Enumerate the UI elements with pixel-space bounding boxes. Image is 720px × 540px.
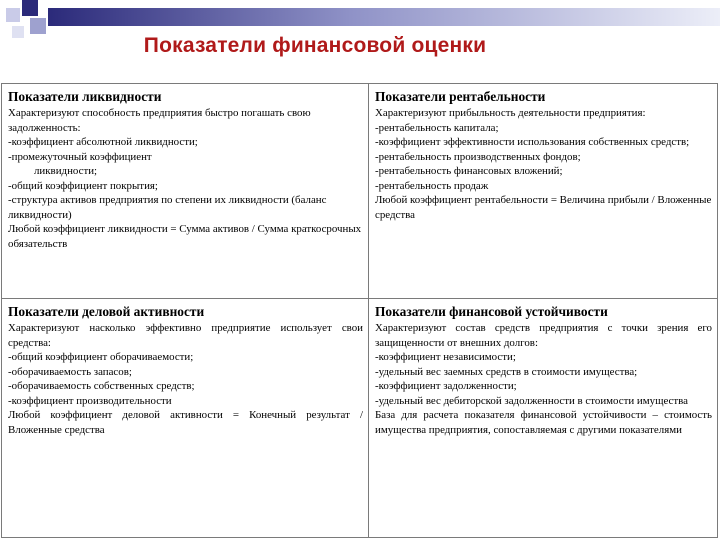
stability-item: -коэффициент независимости;	[375, 351, 516, 363]
profitability-item: -рентабельность финансовых вложений;	[375, 165, 563, 177]
stability-item: -удельный вес заемных средств в стоимости имущества;	[375, 365, 638, 378]
business-activity-intro: Характеризуют насколько эффективно предприятие использует свои средства:	[8, 322, 363, 349]
liquidity-item: -общий коэффициент покрытия;	[8, 179, 158, 192]
deco-square	[30, 18, 46, 34]
liquidity-item: -промежуточный коэффициент	[8, 150, 152, 163]
stability-item: -удельный вес дебиторской задолженности в стоимости имущества	[375, 394, 688, 407]
business-activity-item: -оборачиваемость собственных средств;	[8, 380, 195, 392]
business-activity-item: -коэффициент производительности	[8, 394, 172, 407]
deco-square	[6, 8, 20, 22]
profitability-formula: Любой коэффициент рентабельности = Величина прибыли / Вложенные средства	[375, 194, 712, 221]
liquidity-item: -структура активов предприятия по степени их ликвидности (баланс ликвидности)	[8, 194, 327, 221]
liquidity-intro: Характеризуют способность предприятия быстро погашать свою задолженность:	[8, 107, 311, 134]
profitability-item: -коэффициент эффективности использования собственных средств;	[375, 136, 690, 148]
business-activity-item: -общий коэффициент оборачиваемости;	[8, 351, 194, 363]
cell-business-activity	[2, 299, 369, 538]
stability-intro: Характеризуют состав средств предприятия с точки зрения его защищенности от внешних долгов:	[375, 322, 712, 349]
header-gradient-bar	[48, 8, 720, 26]
cell-profitability	[369, 84, 718, 299]
profitability-item: -рентабельность продаж	[375, 179, 489, 192]
liquidity-item: -коэффициент абсолютной ликвидности;	[8, 136, 198, 148]
stability-item: -коэффициент задолженности;	[375, 380, 517, 392]
profitability-intro: Характеризуют прибыльность деятельности предприятия:	[375, 107, 646, 119]
stability-formula: База для расчета показателя финансовой устойчивости – стоимость имущества предприятия, сопоставляемая с другими показателями	[375, 409, 712, 436]
liquidity-heading: Показатели ликвидности	[8, 89, 162, 104]
deco-square	[22, 0, 38, 16]
profitability-item: -рентабельность производственных фондов;	[375, 150, 581, 163]
stability-heading: Показатели финансовой устойчивости	[375, 304, 608, 319]
profitability-item: -рентабельность капитала;	[375, 121, 499, 134]
liquidity-item: ликвидности;	[34, 165, 98, 177]
business-activity-formula: Любой коэффициент деловой активности = Конечный результат / Вложенные средства	[8, 409, 363, 436]
page-title: Показатели финансовой оценки	[143, 34, 487, 57]
business-activity-item: -оборачиваемость запасов;	[8, 365, 132, 378]
cell-liquidity	[2, 84, 369, 299]
profitability-heading: Показатели рентабельности	[375, 89, 546, 104]
indicators-table	[1, 83, 718, 538]
table-row	[2, 84, 718, 299]
liquidity-formula: Любой коэффициент ликвидности = Сумма активов / Сумма краткосрочных обязательств	[8, 223, 362, 250]
table-row	[2, 299, 718, 538]
business-activity-heading: Показатели деловой активности	[8, 304, 205, 319]
cell-stability	[369, 299, 718, 538]
